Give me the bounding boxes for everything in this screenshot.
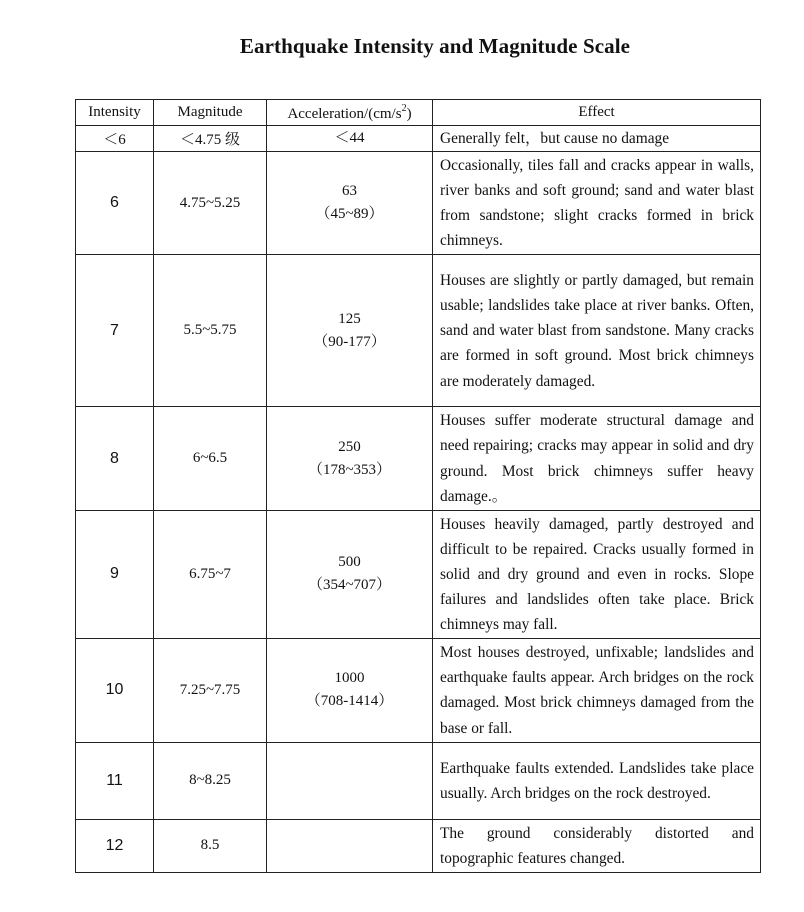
header-intensity: Intensity: [76, 100, 154, 126]
effect-cell: Houses are slightly or partly damaged, but remain usable; landslides take place at river banks. Often, sand and water blast from sandstone. Many cracks are formed in soft ground. Most brick chimneys are moderately damaged.: [433, 255, 761, 407]
intensity-cell: 10: [76, 639, 154, 742]
magnitude-cell: ＜4.75 级: [154, 126, 267, 152]
magnitude-cell: 7.25~7.75: [154, 639, 267, 742]
table-row: [76, 510, 761, 638]
header-acceleration-text: Acceleration/(cm/s: [287, 105, 402, 122]
magnitude-cell: 4.75~5.25: [154, 152, 267, 255]
table-header-row: [76, 100, 761, 126]
acceleration-range: （45~89）: [315, 206, 384, 223]
acceleration-cell: [267, 742, 433, 819]
header-acceleration-exponent: 2: [401, 102, 407, 114]
effect-cell: Earthquake faults extended. Landslides take place usually. Arch bridges on the rock destroyed.: [433, 742, 761, 819]
table-row: [76, 152, 761, 255]
table-row: [76, 126, 761, 152]
magnitude-cell: 6~6.5: [154, 407, 267, 510]
magnitude-cell: 5.5~5.75: [154, 255, 267, 407]
effect-cell: The ground considerably distorted and topographic features changed.: [433, 819, 761, 872]
header-magnitude: Magnitude: [154, 100, 267, 126]
magnitude-cell: 8~8.25: [154, 742, 267, 819]
header-effect: Effect: [433, 100, 761, 126]
acceleration-range: （708-1414）: [305, 693, 394, 710]
acceleration-cell: [267, 126, 433, 152]
magnitude-cell: 8.5: [154, 819, 267, 872]
acceleration-cell: [267, 819, 433, 872]
table-row: [76, 742, 761, 819]
magnitude-cell: 6.75~7: [154, 510, 267, 638]
acceleration-value: 1000: [334, 670, 365, 687]
acceleration-value: 125: [338, 310, 361, 327]
acceleration-value: 63: [342, 183, 357, 200]
acceleration-value: 500: [338, 554, 361, 571]
intensity-scale-table: [75, 99, 761, 873]
table-row: [76, 407, 761, 510]
intensity-cell: 6: [76, 152, 154, 255]
table-row: [76, 639, 761, 742]
intensity-cell: 11: [76, 742, 154, 819]
intensity-cell: ＜6: [76, 126, 154, 152]
acceleration-value: ＜44: [334, 130, 365, 146]
intensity-cell: 8: [76, 407, 154, 510]
acceleration-cell: [267, 255, 433, 407]
acceleration-cell: [267, 639, 433, 742]
acceleration-cell: [267, 510, 433, 638]
header-acceleration: [267, 100, 433, 126]
intensity-cell: 12: [76, 819, 154, 872]
effect-cell: Occasionally, tiles fall and cracks appear in walls, river banks and soft ground; sand and water blast from sandstone; slight cracks formed in brick chimneys.: [433, 152, 761, 255]
table-row: [76, 255, 761, 407]
header-acceleration-close: ): [406, 105, 412, 122]
intensity-cell: 7: [76, 255, 154, 407]
table-row: [76, 819, 761, 872]
acceleration-cell: [267, 407, 433, 510]
acceleration-cell: [267, 152, 433, 255]
acceleration-value: 250: [338, 438, 361, 455]
effect-cell: Most houses destroyed, unfixable; landslides and earthquake faults appear. Arch bridges on the rock damaged. Most brick chimneys damaged from the base or fall.: [433, 639, 761, 742]
acceleration-range: （90-177）: [313, 333, 386, 350]
page-title: Earthquake Intensity and Magnitude Scale: [239, 34, 631, 58]
acceleration-range: （178~353）: [307, 461, 392, 478]
intensity-cell: 9: [76, 510, 154, 638]
effect-cell: Houses suffer moderate structural damage and need repairing; cracks may appear in solid and dry ground. Most brick chimneys suffer heavy damage.。: [433, 407, 761, 510]
effect-cell: Generally felt，but cause no damage: [433, 126, 761, 152]
acceleration-range: （354~707）: [307, 577, 392, 594]
effect-cell: Houses heavily damaged, partly destroyed and difficult to be repaired. Cracks usually formed in solid and dry ground and even in rocks. Slope failures and landslides often take place. Brick chimneys may fall.: [433, 510, 761, 638]
